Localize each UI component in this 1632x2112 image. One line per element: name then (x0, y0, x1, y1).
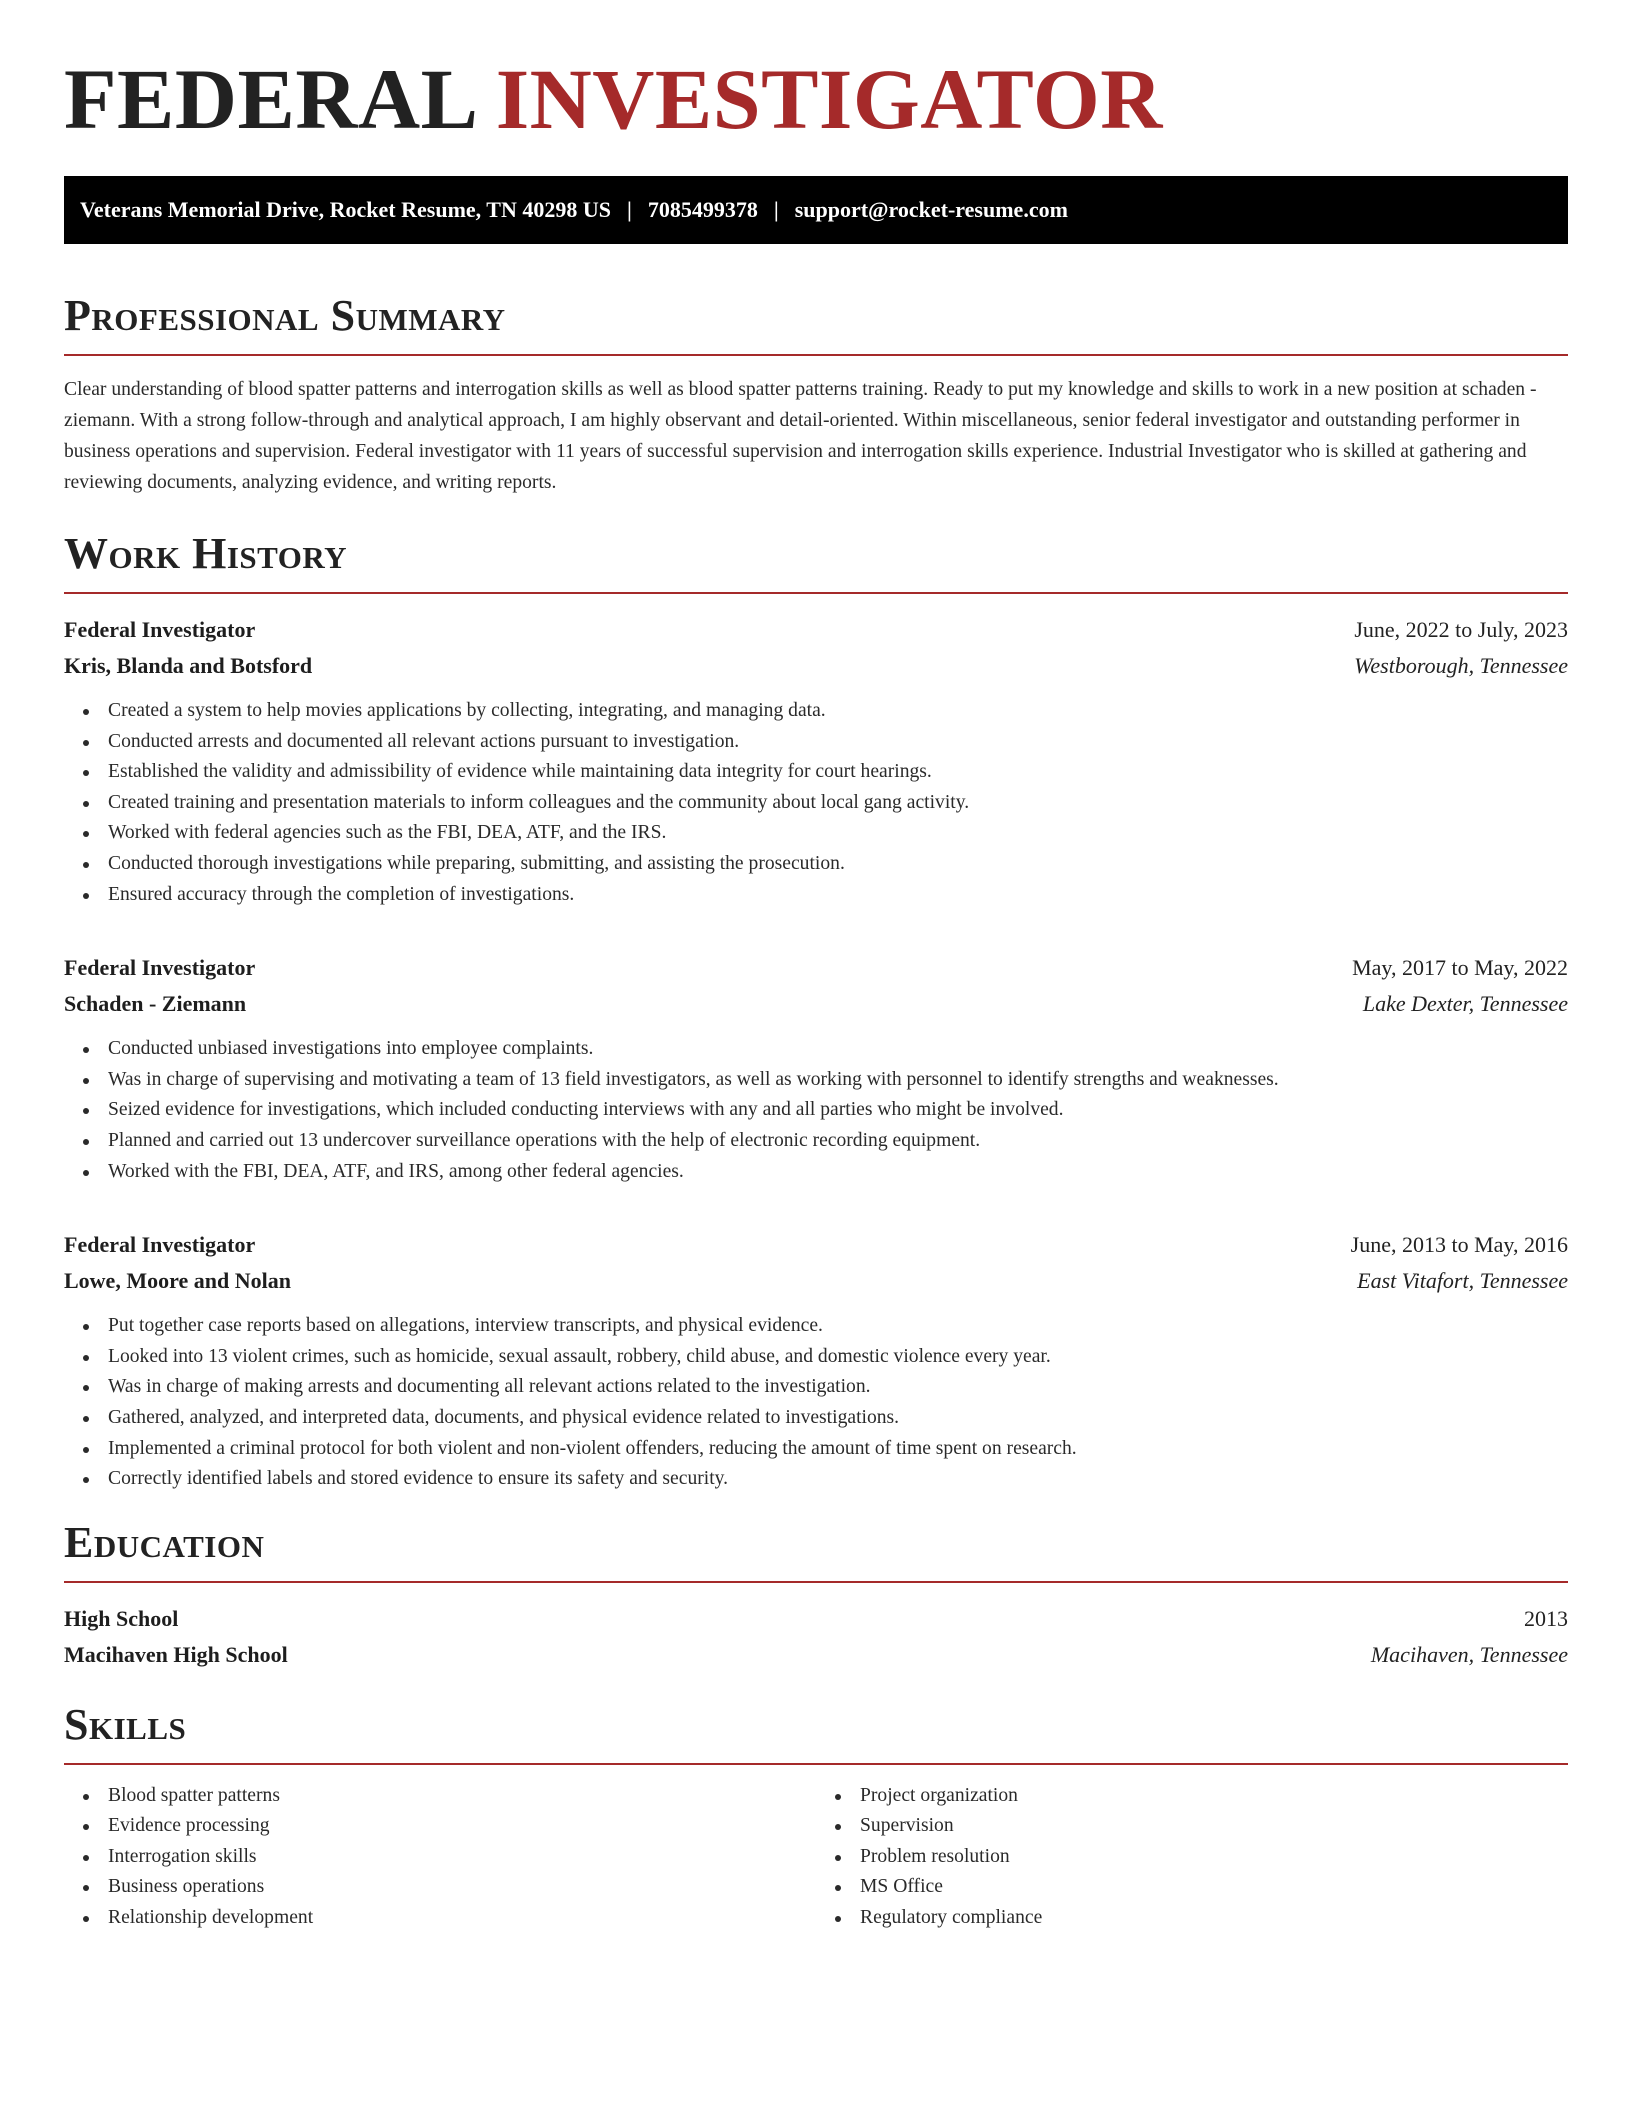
section-title: Skills (64, 1699, 187, 1749)
education-entry (64, 1601, 1568, 1673)
education-year: 2013 (1524, 1605, 1568, 1631)
section-title: Professional Summary (64, 291, 506, 340)
education-degree: High School (64, 1605, 179, 1631)
section-divider (64, 592, 1568, 594)
name-last: INVESTIGATOR (495, 51, 1163, 147)
job-role: Federal Investigator (64, 617, 256, 642)
skills-column-left (64, 1781, 816, 1934)
job-bullets (64, 1311, 1568, 1495)
job-bullet: Conducted thorough investigations while preparing, submitting, and assisting the prosecution. (108, 849, 1568, 880)
section-divider (64, 1581, 1568, 1583)
job-bullet: Was in charge of supervising and motivating a team of 13 field investigators, as well as working with personnel to identify strengths and weaknesses. (108, 1065, 1568, 1096)
contact-separator: | (773, 197, 779, 222)
job-bullet: Ensured accuracy through the completion of investigations. (108, 880, 1568, 911)
job-bullet: Planned and carried out 13 undercover surveillance operations with the help of electronic recording equipment. (108, 1126, 1568, 1157)
section-divider (64, 354, 1568, 356)
job-company-row (64, 648, 1568, 684)
education-school: Macihaven High School (64, 1641, 288, 1667)
section-title: Education (64, 1517, 265, 1567)
job-company-row (64, 1263, 1568, 1299)
skill-item: Relationship development (108, 1903, 816, 1934)
contact-separator: | (626, 197, 632, 222)
skill-item: MS Office (860, 1872, 1568, 1903)
section-divider (64, 1763, 1568, 1765)
job-bullet: Established the validity and admissibility of evidence while maintaining data integrity for court hearings. (108, 757, 1568, 788)
job-bullets (64, 696, 1568, 910)
education-header-row (64, 1601, 1568, 1637)
job-bullet: Was in charge of making arrests and documenting all relevant actions related to the investigation. (108, 1372, 1568, 1403)
job-role: Federal Investigator (64, 955, 256, 981)
job-bullet: Implemented a criminal protocol for both violent and non-violent offenders, reducing the amount of time spent on research. (108, 1434, 1568, 1465)
job-bullet: Gathered, analyzed, and interpreted data, documents, and physical evidence related to investigations. (108, 1403, 1568, 1434)
job-bullet: Conducted unbiased investigations into employee complaints. (108, 1034, 1568, 1065)
job-header-row (64, 1227, 1568, 1263)
job-bullet: Created a system to help movies applications by collecting, integrating, and managing data. (108, 696, 1568, 727)
job-location: Lake Dexter, Tennessee (1362, 991, 1568, 1017)
job-bullet: Worked with federal agencies such as the FBI, DEA, ATF, and the IRS. (108, 818, 1568, 849)
skill-item: Supervision (860, 1811, 1568, 1842)
skill-item: Business operations (108, 1872, 816, 1903)
contact-phone: 7085499378 (647, 197, 758, 222)
resume-name (64, 51, 1568, 147)
job-dates: June, 2022 to July, 2023 (1354, 617, 1568, 642)
job-bullet: Put together case reports based on allegations, interview transcripts, and physical evidence. (108, 1311, 1568, 1342)
skill-item: Problem resolution (860, 1842, 1568, 1873)
skill-item: Regulatory compliance (860, 1903, 1568, 1934)
skill-item: Interrogation skills (108, 1842, 816, 1873)
skills-column-right (816, 1781, 1568, 1934)
name-first: FEDERAL (64, 51, 474, 147)
skill-item: Blood spatter patterns (108, 1781, 816, 1812)
section-skills (64, 1699, 1568, 1934)
section-education (64, 1517, 1568, 1673)
job-dates: June, 2013 to May, 2016 (1350, 1232, 1568, 1258)
job-bullet: Looked into 13 violent crimes, such as homicide, sexual assault, robbery, child abuse, and domestic violence every year. (108, 1342, 1568, 1373)
education-location: Macihaven, Tennessee (1370, 1641, 1568, 1667)
summary-text: Clear understanding of blood spatter patterns and interrogation skills as well as blood spatter patterns training. Ready to put my knowledge and skills to work in a new position at schaden - ziemann. With a strong follow-through and analytical approach, I am highly observant and detail-oriented. Within miscellaneous, senior federal investigator and outstanding performer in business operations and supervision. Federal investigator with 11 years of successful supervision and interrogation skills experience. Industrial Investigator who is skilled at gathering and reviewing documents, analyzing evidence, and writing reports. (64, 379, 1537, 493)
job-header-row (64, 612, 1568, 648)
contact-address: Veterans Memorial Drive, Rocket Resume, TN 40298 US (80, 197, 611, 222)
job-company: Schaden - Ziemann (64, 991, 247, 1017)
skills-grid (64, 1781, 1568, 1934)
contact-email[interactable]: support@rocket-resume.com (794, 197, 1068, 222)
section-title: Work History (64, 529, 348, 578)
contact-bar (64, 176, 1568, 244)
job-bullet: Worked with the FBI, DEA, ATF, and IRS, among other federal agencies. (108, 1157, 1568, 1188)
section-work-history (64, 529, 1568, 1495)
job-company-row (64, 986, 1568, 1022)
job-company: Kris, Blanda and Botsford (64, 653, 313, 678)
job-bullets (64, 1034, 1568, 1187)
job-bullet: Created training and presentation materials to inform colleagues and the community about local gang activity. (108, 788, 1568, 819)
skill-item: Project organization (860, 1781, 1568, 1812)
job-header-row (64, 950, 1568, 986)
section-professional-summary (64, 291, 1568, 498)
job-dates: May, 2017 to May, 2022 (1352, 955, 1568, 981)
job-role: Federal Investigator (64, 1232, 256, 1258)
job-entry (64, 612, 1568, 910)
job-location: East Vitafort, Tennessee (1357, 1268, 1568, 1294)
job-entry (64, 950, 1568, 1187)
job-location: Westborough, Tennessee (1354, 653, 1568, 678)
education-school-row (64, 1637, 1568, 1673)
skill-item: Evidence processing (108, 1811, 816, 1842)
job-bullet: Conducted arrests and documented all relevant actions pursuant to investigation. (108, 727, 1568, 758)
job-bullet: Correctly identified labels and stored evidence to ensure its safety and security. (108, 1464, 1568, 1495)
job-company: Lowe, Moore and Nolan (64, 1268, 291, 1294)
job-bullet: Seized evidence for investigations, which included conducting interviews with any and all parties who might be involved. (108, 1095, 1568, 1126)
job-entry (64, 1227, 1568, 1495)
